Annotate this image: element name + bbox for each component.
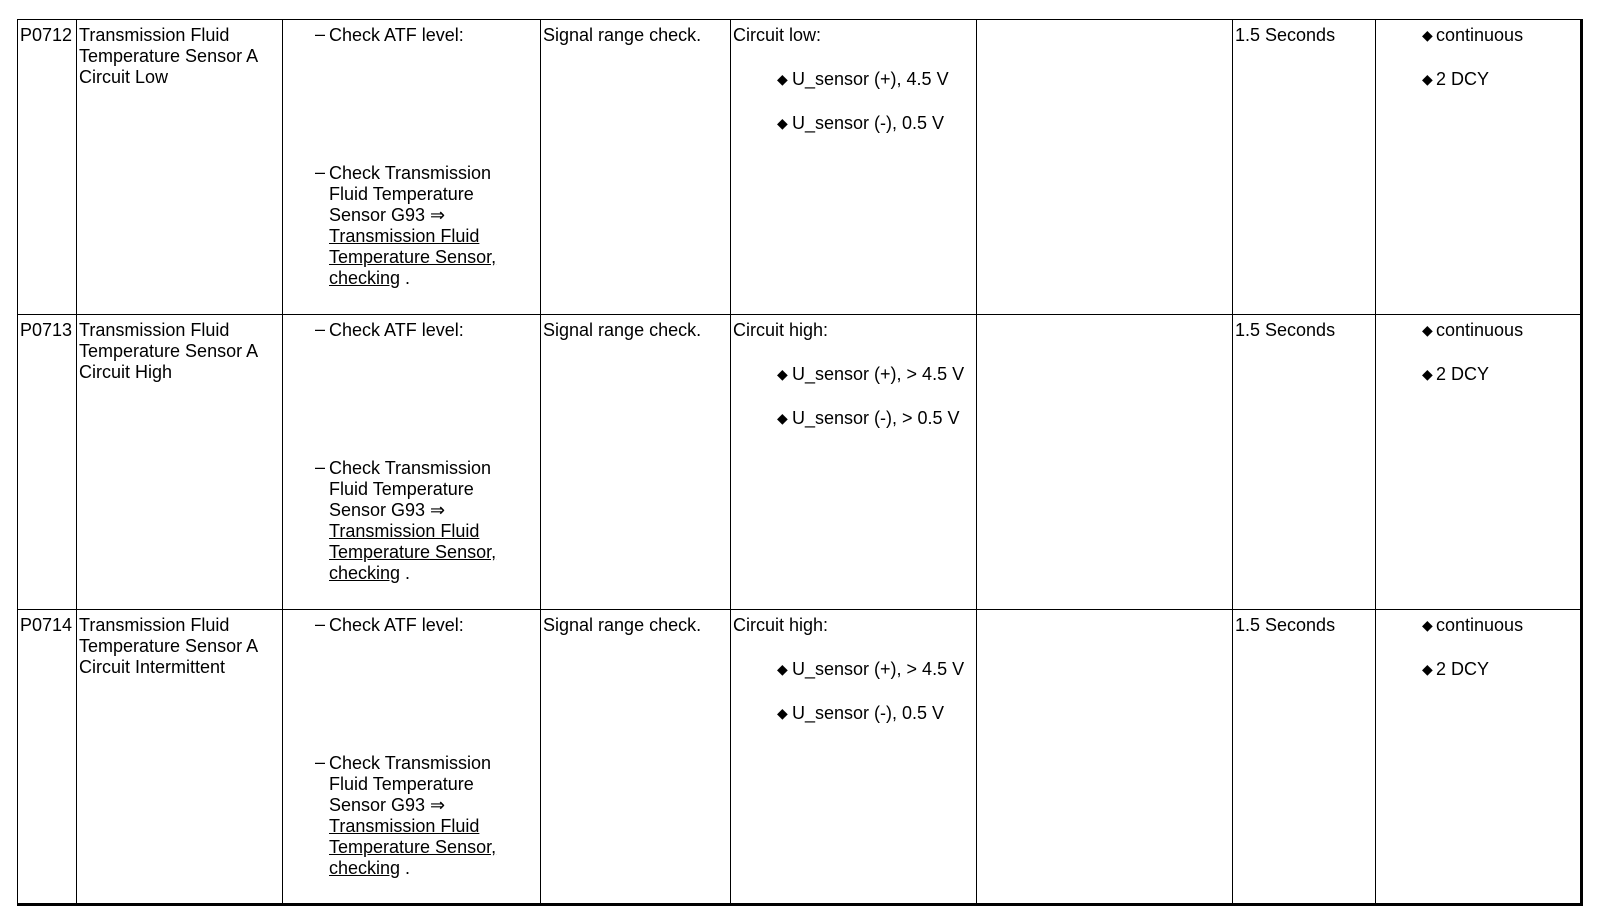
dtc-code: P0713 <box>18 315 77 610</box>
mil-illumination <box>1376 610 1582 905</box>
check-step-end: . <box>400 563 411 583</box>
criteria-item <box>777 703 976 724</box>
criteria-text: U_sensor (+), > 4.5 V <box>792 364 965 384</box>
check-step-text: Check Transmission Fluid Temperature Sensor G93 ⇒ <box>329 753 492 815</box>
check-steps <box>283 315 541 610</box>
check-step: – Check ATF level: <box>315 24 464 45</box>
check-step: – Check Transmission Fluid Temperature Sensor G93 ⇒ Transmission Fluid Temperature Sensor, checking . <box>315 752 497 878</box>
criteria-text: U_sensor (-), 0.5 V <box>792 703 945 723</box>
time-required: 1.5 Seconds <box>1233 610 1376 905</box>
mil-text: 2 DCY <box>1436 659 1490 679</box>
time-required: 1.5 Seconds <box>1233 20 1376 315</box>
fault-description: Transmission Fluid Temperature Sensor A Circuit Intermittent <box>77 610 283 905</box>
check-step-end: . <box>400 858 411 878</box>
criteria-text: U_sensor (+), 4.5 V <box>792 69 949 89</box>
mil-text: 2 DCY <box>1436 69 1490 89</box>
mil-item <box>1422 364 1580 385</box>
mil-item <box>1422 659 1580 680</box>
bullet-icon: ◆ <box>1422 27 1433 43</box>
check-step-text: Check ATF level: <box>329 615 464 635</box>
criteria-item <box>777 364 976 385</box>
bullet-icon: ◆ <box>777 661 788 677</box>
check-step-end: . <box>400 268 411 288</box>
secondary-parameters <box>977 610 1233 905</box>
table-row <box>18 20 1582 315</box>
bullet-icon: ◆ <box>1422 322 1433 338</box>
criteria-item <box>777 69 976 90</box>
bullet-icon: ◆ <box>1422 661 1433 677</box>
mil-illumination <box>1376 20 1582 315</box>
malfunction-criteria <box>731 610 977 905</box>
table-row <box>18 315 1582 610</box>
criteria-title: Circuit high: <box>733 320 829 340</box>
monitor-strategy: Signal range check. <box>541 610 731 905</box>
criteria-text: U_sensor (+), > 4.5 V <box>792 659 965 679</box>
table-row <box>18 610 1582 905</box>
criteria-text: U_sensor (-), 0.5 V <box>792 113 945 133</box>
bullet-icon: ◆ <box>777 366 788 382</box>
mil-text: 2 DCY <box>1436 364 1490 384</box>
mil-item <box>1422 320 1580 341</box>
check-steps <box>283 610 541 905</box>
mil-item <box>1422 25 1580 46</box>
dtc-code: P0714 <box>18 610 77 905</box>
criteria-item <box>777 408 976 429</box>
check-step: – Check ATF level: <box>315 319 464 340</box>
mil-item <box>1422 615 1580 636</box>
check-step-text: Check Transmission Fluid Temperature Sensor G93 ⇒ <box>329 458 492 520</box>
bullet-icon: ◆ <box>777 71 788 87</box>
criteria-item <box>777 113 976 134</box>
bullet-icon: ◆ <box>1422 366 1433 382</box>
mil-item <box>1422 69 1580 90</box>
check-steps <box>283 20 541 315</box>
check-step-text: Check ATF level: <box>329 320 464 340</box>
criteria-title: Circuit low: <box>733 25 822 45</box>
criteria-text: U_sensor (-), > 0.5 V <box>792 408 960 428</box>
monitor-strategy: Signal range check. <box>541 20 731 315</box>
procedure-link[interactable]: checking <box>329 563 401 583</box>
check-step: – Check Transmission Fluid Temperature Sensor G93 ⇒ Transmission Fluid Temperature Sensor, checking . <box>315 162 497 288</box>
monitor-strategy: Signal range check. <box>541 315 731 610</box>
bullet-icon: ◆ <box>777 705 788 721</box>
procedure-link[interactable]: Transmission Fluid Temperature Sensor, checking <box>329 226 497 288</box>
criteria-title: Circuit high: <box>733 615 829 635</box>
procedure-link[interactable]: Transmission Fluid Temperature Sensor, <box>329 521 497 562</box>
bullet-icon: ◆ <box>777 410 788 426</box>
check-step: – Check Transmission Fluid Temperature Sensor G93 ⇒ Transmission Fluid Temperature Sensor, checking . <box>315 457 497 583</box>
check-step-text: Check Transmission Fluid Temperature Sensor G93 ⇒ <box>329 163 492 225</box>
bullet-icon: ◆ <box>777 115 788 131</box>
mil-text: continuous <box>1436 320 1524 340</box>
malfunction-criteria <box>731 20 977 315</box>
check-step-text: Check ATF level: <box>329 25 464 45</box>
dtc-code: P0712 <box>18 20 77 315</box>
malfunction-criteria <box>731 315 977 610</box>
secondary-parameters <box>977 315 1233 610</box>
procedure-link[interactable]: Transmission Fluid Temperature Sensor, checking <box>329 816 497 878</box>
dtc-table <box>17 19 1583 906</box>
fault-description: Transmission Fluid Temperature Sensor A Circuit High <box>77 315 283 610</box>
criteria-item <box>777 659 976 680</box>
time-required: 1.5 Seconds <box>1233 315 1376 610</box>
mil-text: continuous <box>1436 615 1524 635</box>
fault-description: Transmission Fluid Temperature Sensor A Circuit Low <box>77 20 283 315</box>
check-step: – Check ATF level: <box>315 614 464 635</box>
secondary-parameters <box>977 20 1233 315</box>
mil-illumination <box>1376 315 1582 610</box>
bullet-icon: ◆ <box>1422 617 1433 633</box>
mil-text: continuous <box>1436 25 1524 45</box>
bullet-icon: ◆ <box>1422 71 1433 87</box>
